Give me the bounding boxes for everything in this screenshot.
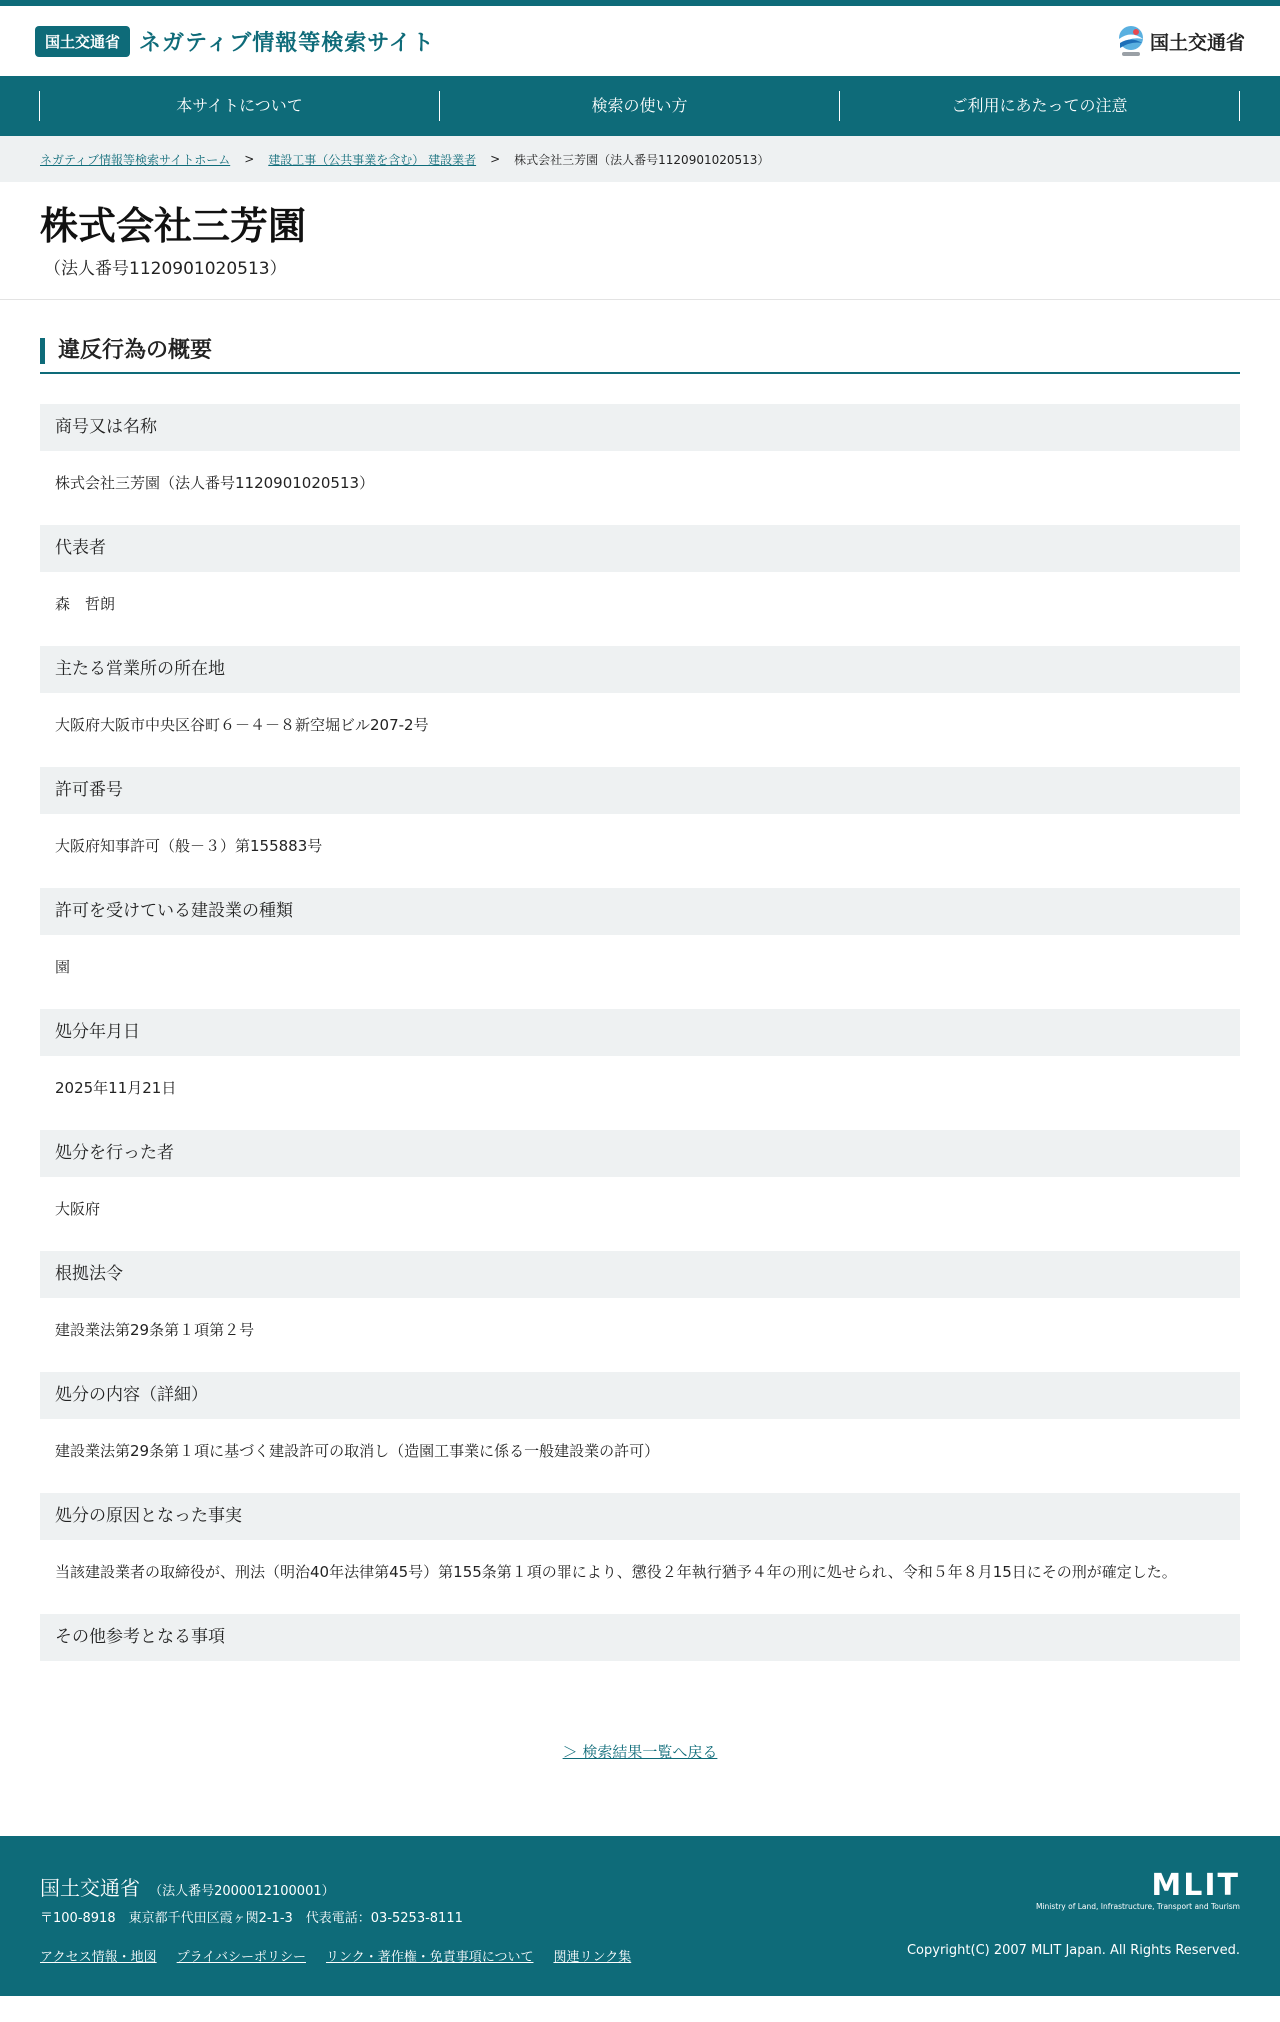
breadcrumb-current: 株式会社三芳園（法人番号1120901020513） [514,152,770,167]
page-title: 株式会社三芳園 [40,204,307,248]
footer-link-copyright[interactable]: リンク・著作権・免責事項について [325,1949,534,1965]
breadcrumb-home-link[interactable]: ネガティブ情報等検索サイトホーム [40,152,231,167]
item-value-cause-facts: 当該建設業者の取締役が、刑法（明治40年法律第45号）第155条第１項の罪により、懲役２年執行猶予４年の刑に処せられ、令和５年８月15日にその刑が確定した。 [55,1562,1177,1581]
item-value-disposition-date: 2025年11月21日 [55,1078,177,1097]
back-link-container [40,1721,1240,1836]
mlit-logo[interactable] [1116,24,1245,58]
corporate-number: （法人番号1120901020513） [44,258,287,279]
footer-org-name: 国土交通省 [40,1875,140,1900]
item-label-disposition-detail: 処分の内容（詳細） [40,1372,1240,1419]
item-label-legal-basis: 根拠法令 [40,1251,1240,1298]
item-label-office-address: 主たる営業所の所在地 [40,646,1240,693]
footer-right [906,1867,1240,1996]
item-label-trade-name: 商号又は名称 [40,404,1240,451]
footer-left [40,1872,631,1996]
item-value-trade-name: 株式会社三芳園（法人番号1120901020513） [55,473,375,492]
site-header [0,6,1280,76]
nav-item-howto[interactable]: 検索の使い方 [439,91,840,121]
detail-list [40,404,1240,1721]
global-nav [0,76,1280,136]
footer-link-privacy[interactable]: プライバシーポリシー [176,1949,306,1965]
item-value-legal-basis: 建設業法第29条第１項第２号 [55,1320,255,1339]
section-heading [40,338,1240,374]
item-value-other-notes [40,1661,1240,1721]
item-value-representative: 森 哲朗 [55,594,116,613]
section-title: 違反行為の概要 [40,338,1240,364]
copyright-text: Copyright(C) 2007 MLIT Japan. All Rights Reserved. [906,1942,1240,1958]
footer-link-related[interactable]: 関連リンク集 [553,1949,632,1965]
item-label-representative: 代表者 [40,525,1240,572]
nav-item-about[interactable]: 本サイトについて [39,91,440,121]
company-heading [0,182,1280,300]
item-label-disposing-authority: 処分を行った者 [40,1130,1240,1177]
item-value-business-type: 園 [55,957,71,976]
footer-links [40,1946,631,1965]
item-value-office-address: 大阪府大阪市中央区谷町６－４－８新空堀ビル207-2号 [55,715,429,734]
breadcrumb-category-link[interactable]: 建設工事（公共事業を含む） 建設業者 [268,152,477,167]
mlit-wave-icon [1116,24,1146,58]
item-label-business-type: 許可を受けている建設業の種類 [40,888,1240,935]
item-label-other-notes: その他参考となる事項 [40,1614,1240,1661]
item-label-cause-facts: 処分の原因となった事実 [40,1493,1240,1540]
breadcrumb-separator: > [244,152,255,166]
ministry-badge: 国土交通省 [35,26,130,57]
mlit-wordmark-subtitle: Ministry of Land, Infrastructure, Transport and Tourism [1035,1901,1240,1911]
item-value-license-number: 大阪府知事許可（般－３）第155883号 [55,836,323,855]
back-to-results-link[interactable]: ＞ 検索結果一覧へ戻る [562,1742,718,1761]
site-footer [0,1836,1280,1996]
main-content [0,300,1280,1836]
item-value-disposition-detail: 建設業法第29条第１項に基づく建設許可の取消し（造園工事業に係る一般建設業の許可） [55,1441,660,1460]
footer-link-access[interactable]: アクセス情報・地図 [40,1949,157,1965]
mlit-wordmark: MLIT [1151,1867,1240,1903]
breadcrumb [0,136,1280,182]
mlit-logo-text: 国土交通省 [1149,31,1245,54]
footer-address: 〒100-8918 東京都千代田区霞ヶ関2-1-3 代表電話：03-5253-8111 [40,1910,463,1926]
item-value-disposing-authority: 大阪府 [55,1199,101,1218]
nav-item-notice[interactable]: ご利用にあたっての注意 [839,91,1240,121]
item-label-license-number: 許可番号 [40,767,1240,814]
site-home-link[interactable] [35,26,435,57]
item-label-disposition-date: 処分年月日 [40,1009,1240,1056]
breadcrumb-separator: > [490,152,501,166]
footer-org-number: （法人番号2000012100001） [149,1883,335,1899]
site-title: ネガティブ情報等検索サイト [139,30,435,56]
